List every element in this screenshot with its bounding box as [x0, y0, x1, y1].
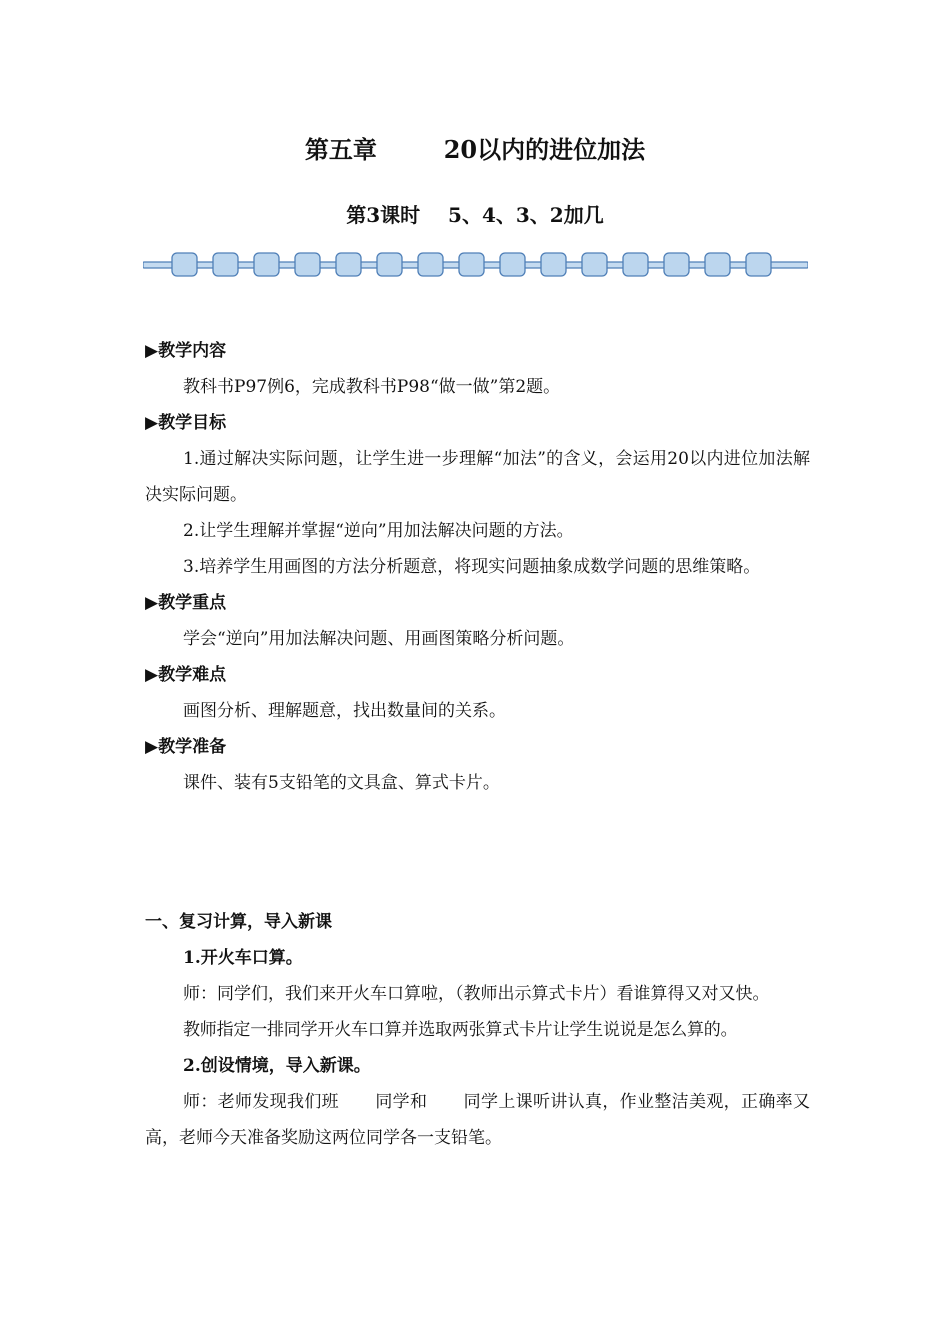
section-paragraph: 学会“逆向”用加法解决问题、用画图策略分析问题。	[183, 629, 575, 649]
divider-bead	[500, 253, 525, 276]
divider-bead	[377, 253, 402, 276]
process-step-title: 1.开火车口算。	[183, 948, 303, 968]
divider-bead	[582, 253, 607, 276]
process-paragraph: 教师指定一排同学开火车口算并选取两张算式卡片让学生说说是怎么算的。	[183, 1020, 738, 1040]
divider-bead	[664, 253, 689, 276]
section-paragraph: 2.让学生理解并掌握“逆向”用加法解决问题的方法。	[183, 521, 574, 541]
process-text-segment: 同学上课听讲认真，作业整洁美观，正确率又高，老师今天准备奖励这两位同学各一支铅笔。	[145, 1092, 811, 1148]
divider-bead	[746, 253, 771, 276]
decorative-bead-divider	[143, 250, 808, 280]
divider-bead	[254, 253, 279, 276]
divider-bead	[336, 253, 361, 276]
divider-bead	[623, 253, 648, 276]
divider-bead	[295, 253, 320, 276]
divider-bead	[172, 253, 197, 276]
divider-bead	[705, 253, 730, 276]
chapter-number: 第五章	[304, 135, 377, 164]
process-paragraph: 师：同学们，我们来开火车口算啦，（教师出示算式卡片）看谁算得又对又快。	[183, 984, 770, 1004]
section-content	[145, 333, 810, 801]
divider-bead	[541, 253, 566, 276]
process-paragraph	[145, 1084, 810, 1156]
section-paragraph: 1.通过解决实际问题，让学生进一步理解“加法”的含义，会运用20以内进位加法解决实际问题。	[145, 449, 810, 505]
chapter-title	[0, 133, 950, 167]
process-heading: 一、复习计算，导入新课	[145, 912, 332, 932]
lesson-topic: 5、4、3、2加几	[448, 203, 604, 227]
divider-bead	[459, 253, 484, 276]
section-heading-preparation: ▶教学准备	[145, 737, 227, 757]
section-paragraph: 画图分析、理解题意，找出数量间的关系。	[183, 701, 506, 721]
process-step-title: 2.创设情境，导入新课。	[183, 1056, 371, 1076]
lesson-number: 第3课时	[346, 203, 421, 227]
section-paragraph: 3.培养学生用画图的方法分析题意，将现实问题抽象成数学问题的思维策略。	[183, 557, 761, 577]
section-paragraph: 教科书P97例6，完成教科书P98“做一做”第2题。	[183, 377, 561, 397]
divider-bead	[418, 253, 443, 276]
lesson-title	[0, 200, 950, 230]
teaching-process	[145, 904, 810, 1156]
section-heading-content: ▶教学内容	[145, 341, 227, 361]
chapter-topic: 20以内的进位加法	[443, 135, 646, 164]
process-text-segment: 师：老师发现我们班	[183, 1092, 339, 1112]
section-heading-goals: ▶教学目标	[145, 413, 227, 433]
process-text-segment: 同学和	[375, 1092, 428, 1112]
section-heading-difficulties: ▶教学难点	[145, 665, 227, 685]
divider-bead	[213, 253, 238, 276]
section-heading-key-points: ▶教学重点	[145, 593, 227, 613]
section-paragraph: 课件、装有5支铅笔的文具盒、算式卡片。	[183, 773, 500, 793]
